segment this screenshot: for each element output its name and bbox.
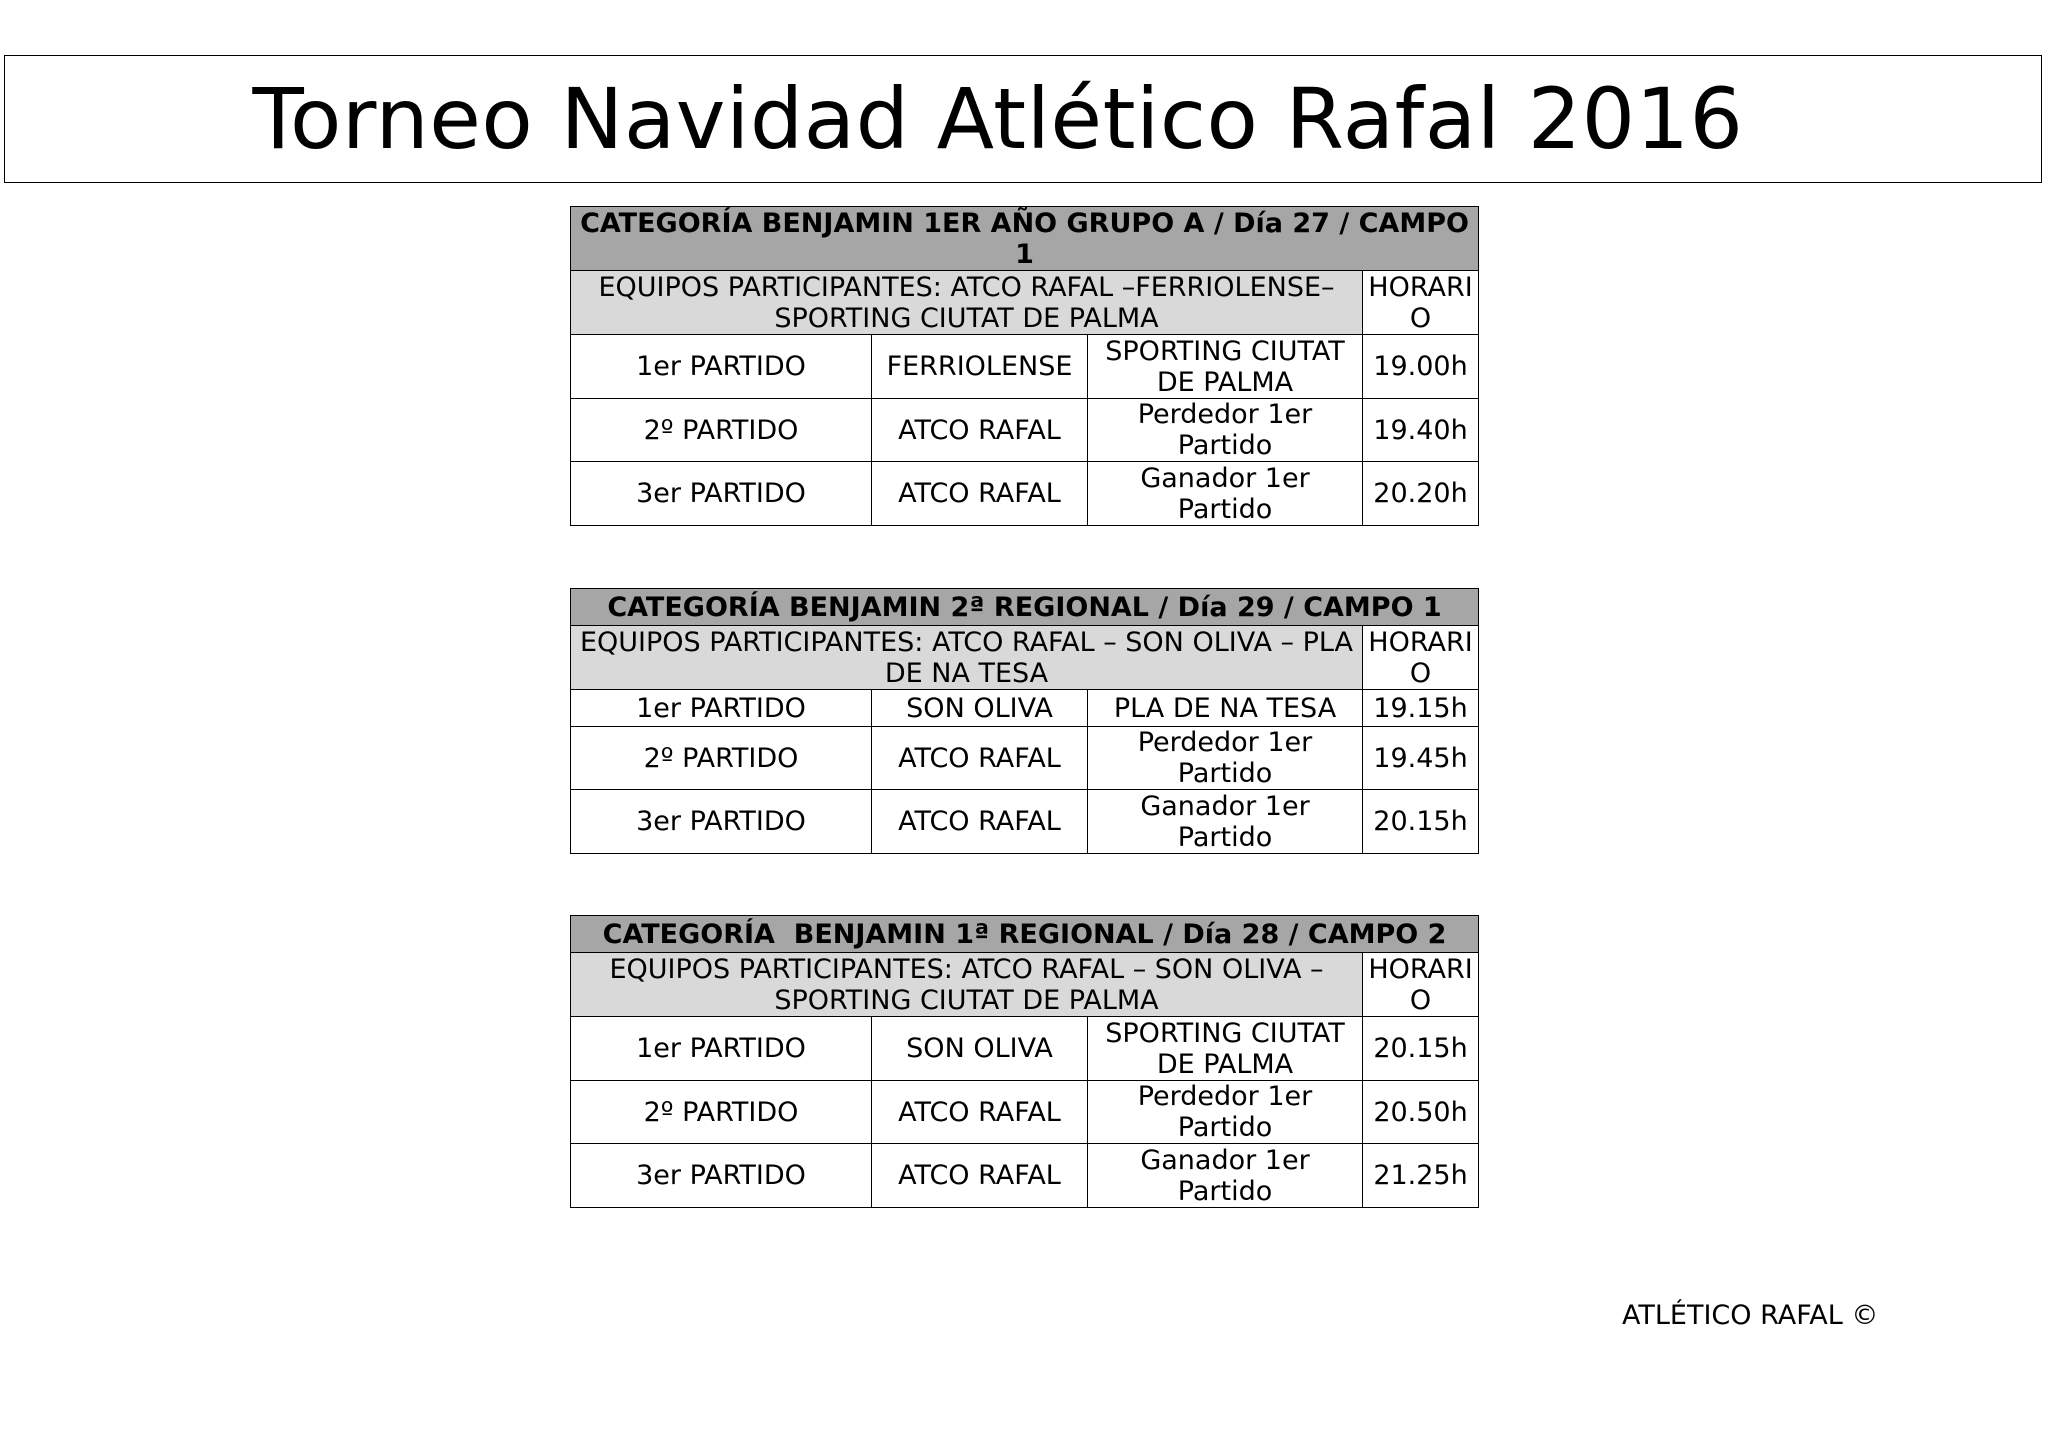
match-time: 20.20h <box>1363 462 1479 526</box>
match-row <box>571 1144 1479 1208</box>
horario-header: HORARIO <box>1363 953 1479 1017</box>
home-team: ATCO RAFAL <box>872 399 1088 462</box>
teams-row <box>571 626 1479 690</box>
category-header: CATEGORÍA BENJAMIN 2ª REGIONAL / Día 29 / CAMPO 1 <box>571 589 1479 626</box>
match-number: 1er PARTIDO <box>571 1017 872 1081</box>
category-row <box>571 916 1479 953</box>
match-row <box>571 1017 1479 1081</box>
home-team: ATCO RAFAL <box>872 1144 1088 1208</box>
category-row <box>571 589 1479 626</box>
horario-header: HORARIO <box>1363 271 1479 335</box>
match-time: 20.15h <box>1363 790 1479 854</box>
match-number: 2º PARTIDO <box>571 1081 872 1144</box>
match-time: 20.15h <box>1363 1017 1479 1081</box>
home-team: ATCO RAFAL <box>872 790 1088 854</box>
footer-copyright: ATLÉTICO RAFAL © <box>1622 1300 1879 1331</box>
teams-row <box>571 271 1479 335</box>
match-row <box>571 690 1479 727</box>
home-team: ATCO RAFAL <box>872 462 1088 526</box>
teams-cell: EQUIPOS PARTICIPANTES: ATCO RAFAL – SON OLIVA – SPORTING CIUTAT DE PALMA <box>571 953 1363 1017</box>
match-time: 19.00h <box>1363 335 1479 399</box>
page-title: Torneo Navidad Atlético Rafal 2016 <box>252 70 1744 168</box>
away-team: SPORTING CIUTAT DE PALMA <box>1088 1017 1363 1081</box>
home-team: SON OLIVA <box>872 1017 1088 1081</box>
horario-header: HORARIO <box>1363 626 1479 690</box>
match-time: 19.15h <box>1363 690 1479 727</box>
teams-cell: EQUIPOS PARTICIPANTES: ATCO RAFAL –FERRIOLENSE–SPORTING CIUTAT DE PALMA <box>571 271 1363 335</box>
away-team: PLA DE NA TESA <box>1088 690 1363 727</box>
category-header: CATEGORÍA BENJAMIN 1ª REGIONAL / Día 28 / CAMPO 2 <box>571 916 1479 953</box>
match-time: 20.50h <box>1363 1081 1479 1144</box>
match-row <box>571 727 1479 790</box>
teams-row <box>571 953 1479 1017</box>
match-row <box>571 462 1479 526</box>
match-row <box>571 399 1479 462</box>
match-number: 3er PARTIDO <box>571 462 872 526</box>
teams-cell: EQUIPOS PARTICIPANTES: ATCO RAFAL – SON OLIVA – PLA DE NA TESA <box>571 626 1363 690</box>
schedule-table-benjamin-2a-regional <box>570 588 1479 854</box>
match-time: 19.40h <box>1363 399 1479 462</box>
home-team: FERRIOLENSE <box>872 335 1088 399</box>
away-team: Ganador 1er Partido <box>1088 462 1363 526</box>
away-team: Ganador 1er Partido <box>1088 1144 1363 1208</box>
schedule-table-benjamin-1er-ano <box>570 206 1479 526</box>
home-team: ATCO RAFAL <box>872 727 1088 790</box>
away-team: Ganador 1er Partido <box>1088 790 1363 854</box>
away-team: Perdedor 1er Partido <box>1088 399 1363 462</box>
category-row <box>571 207 1479 271</box>
match-row <box>571 335 1479 399</box>
home-team: SON OLIVA <box>872 690 1088 727</box>
category-header: CATEGORÍA BENJAMIN 1ER AÑO GRUPO A / Día 27 / CAMPO 1 <box>571 207 1479 271</box>
match-number: 2º PARTIDO <box>571 727 872 790</box>
away-team: Perdedor 1er Partido <box>1088 727 1363 790</box>
schedule-table-benjamin-1a-regional <box>570 915 1479 1208</box>
match-time: 19.45h <box>1363 727 1479 790</box>
match-row <box>571 1081 1479 1144</box>
match-time: 21.25h <box>1363 1144 1479 1208</box>
match-number: 3er PARTIDO <box>571 790 872 854</box>
match-row <box>571 790 1479 854</box>
match-number: 3er PARTIDO <box>571 1144 872 1208</box>
home-team: ATCO RAFAL <box>872 1081 1088 1144</box>
title-box <box>4 55 2042 183</box>
away-team: SPORTING CIUTAT DE PALMA <box>1088 335 1363 399</box>
match-number: 2º PARTIDO <box>571 399 872 462</box>
match-number: 1er PARTIDO <box>571 690 872 727</box>
match-number: 1er PARTIDO <box>571 335 872 399</box>
away-team: Perdedor 1er Partido <box>1088 1081 1363 1144</box>
